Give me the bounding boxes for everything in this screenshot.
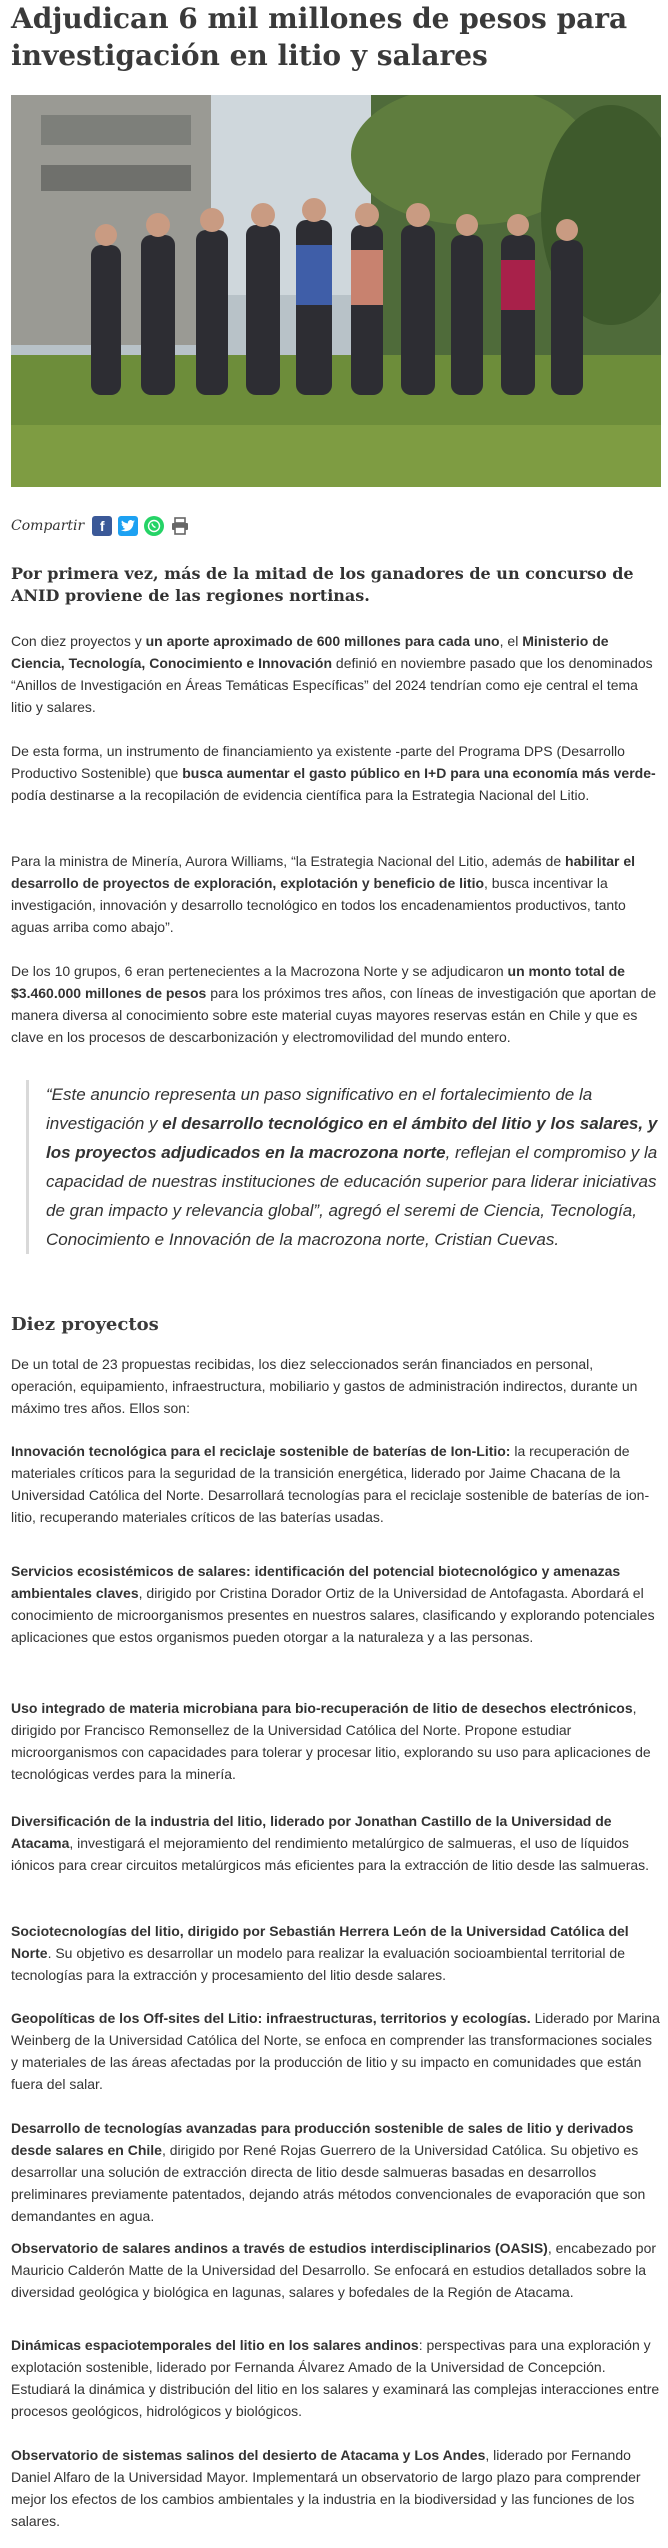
twitter-icon[interactable] [118, 516, 138, 536]
share-bar [11, 514, 196, 538]
project-item: Sociotecnologías del litio, dirigido por Sebastián Herrera León de la Universidad Católica del Norte. Su objetivo es desarrollar un modelo para realizar la evaluación socioambiental territorial de tecnologías para la extracción y procesamiento del litio desde salares. [11, 1923, 629, 1983]
paragraph-5: De un total de 23 propuestas recibidas, los diez seleccionados serán financiados en personal, operación, equipamiento, infraestructura, mobiliario y gastos de administración indirectos, durante un máximo tres años. Ellos son: [11, 1356, 638, 1416]
paragraph-2: De esta forma, un instrumento de financiamiento ya existente -parte del Programa DPS (Desarrollo Productivo Sostenible) que busca aumentar el gasto público en I+D para una economía más verde- podía destinarse a la recopilación de evidencia científica para la Estrategia Nacional del Litio. [11, 743, 656, 803]
share-label: Compartir [11, 518, 85, 534]
project-item: Dinámicas espaciotemporales del litio en los salares andinos: perspectivas para una exploración y explotación sostenible, liderado por Fernanda Álvarez Amado de la Universidad de Concepción. Estudiará la dinámica y distribución del litio en los salares y examinará las complejas interacciones entre procesos geológicos, hidrológicos y biológicos. [11, 2337, 660, 2419]
print-icon[interactable] [170, 516, 190, 536]
paragraph-1: Con diez proyectos y un aporte aproximado de 600 millones para cada uno, el Ministerio de Ciencia, Tecnología, Conocimiento e Innovación definió en noviembre pasado que los denominados “Anillos de Investigación en Áreas Temáticas Específicas” del 2024 tendrían como eje central el tema litio y salares. [11, 633, 653, 715]
whatsapp-icon[interactable] [144, 516, 164, 536]
project-item: Observatorio de salares andinos a través de estudios interdisciplinarios (OASIS), encabezado por Mauricio Calderón Matte de la Universidad del Desarrollo. Se enfocará en estudios detallados sobre la diversidad geológica y biológica en lagunas, salares y bofedales de la Región de Atacama. [11, 2240, 657, 2300]
pull-quote: “Este anuncio representa un paso significativo en el fortalecimiento de la investigación y el desarrollo tecnológico en el ámbito del litio y los salares, y los proyectos adjudicados en la macrozona norte, reflejan el compromiso y la capacidad de nuestras instituciones de educación superior para liderar iniciativas de gran impacto y relevancia global”, agregó el seremi de Ciencia, Tecnología, Conocimiento e Innovación de la macrozona norte, Cristian Cuevas. [26, 1080, 658, 1254]
project-item: Servicios ecosistémicos de salares: identificación del potencial biotecnológico y amenazas ambientales claves, dirigido por Cristina Dorador Ortiz de la Universidad de Antofagasta. Abordará el conocimiento de microorganismos presentes en nuestros salares, clasificando y explorando potenciales aplicaciones que estos organismos pueden otorgar a la naturaleza y a las personas. [11, 1563, 655, 1645]
facebook-icon[interactable]: f [92, 516, 112, 536]
section-heading: Diez proyectos [11, 1314, 159, 1335]
article-lead: Por primera vez, más de la mitad de los ganadores de un concurso de ANID proviene de las regiones nortinas. [11, 564, 634, 605]
paragraph-4: De los 10 grupos, 6 eran pertenecientes a la Macrozona Norte y se adjudicaron un monto total de $3.460.000 millones de pesos para los próximos tres años, con líneas de investigación que aportan de manera diversa al conocimiento sobre este material cuyas mayores reservas están en Chile y que es clave en los procesos de descarbonización y electromovilidad del mundo entero. [11, 963, 657, 1045]
group-photo-icon [11, 95, 661, 487]
project-item: Observatorio de sistemas salinos del desierto de Atacama y Los Andes, liderado por Fernando Daniel Alfaro de la Universidad Mayor. Implementará un observatorio de largo plazo para comprender mejor los efectos de los cambios ambientales y la industria en la biodiversidad y las funciones de los salares. [11, 2447, 641, 2529]
paragraph-3: Para la ministra de Minería, Aurora Williams, “la Estrategia Nacional del Litio, además de habilitar el desarrollo de proyectos de exploración, explotación y beneficio de litio, busca incentivar la investigación, innovación y desarrollo tecnológico en todos los encadenamientos productivos, tanto aguas arriba como abajo”. [11, 853, 636, 935]
project-item: Diversificación de la industria del litio, liderado por Jonathan Castillo de la Universidad de Atacama, investigará el mejoramiento del rendimiento metalúrgico de salmueras, el uso de líquidos iónicos para crear circuitos metalúrgicos más eficientes para la extracción de litio desde las salmueras. [11, 1813, 650, 1873]
article-photo [11, 95, 661, 487]
project-item: Innovación tecnológica para el reciclaje sostenible de baterías de Ion-Litio: la recuperación de materiales críticos para la seguridad de la transición energética, liderado por Jaime Chacana de la Universidad Católica del Norte. Desarrollará tecnologías para el reciclaje sostenible de baterías de ion-litio, recuperando materiales críticos de las baterías usadas. [11, 1443, 650, 1525]
project-item: Uso integrado de materia microbiana para bio-recuperación de litio de desechos electrónicos, dirigido por Francisco Remonsellez de la Universidad Católica del Norte. Propone estudiar microorganismos con capacidades para tolerar y procesar litio, explorando su uso para aplicaciones de tecnológicas verdes para la minería. [11, 1700, 651, 1782]
project-item: Geopolíticas de los Off-sites del Litio: infraestructuras, territorios y ecologías. Liderado por Marina Weinberg de la Universidad Católica del Norte, se enfoca en comprender las transformaciones sociales y materiales de las áreas afectadas por la producción de litio y su impacto en comunidades que están fuera del salar. [11, 2010, 660, 2092]
project-item: Desarrollo de tecnologías avanzadas para producción sostenible de sales de litio y derivados desde salares en Chile, dirigido por René Rojas Guerrero de la Universidad Católica. Su objetivo es desarrollar una solución de extracción directa de litio desde salmueras basadas en desarrollos preliminares previamente patentados, dejando atrás métodos convencionales de evaporación que son demandantes en agua. [11, 2120, 646, 2224]
article-title: Adjudican 6 mil millones de pesos para investigación en litio y salares [11, 2, 628, 72]
